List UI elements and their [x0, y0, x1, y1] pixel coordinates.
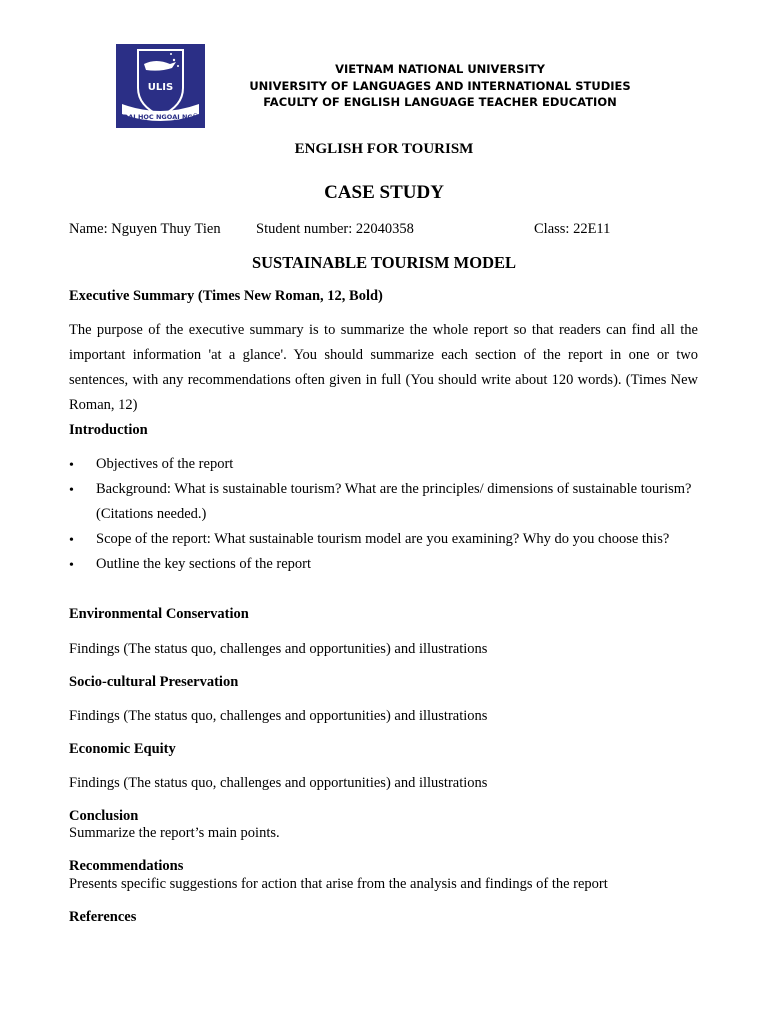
- references-heading: References: [69, 909, 137, 925]
- conclusion-heading: Conclusion: [69, 808, 139, 824]
- list-item: • Background: What is sustainable tourism? What are the principles/ dimensions of sustainable tourism? (Citations needed.): [69, 477, 709, 527]
- document-type: CASE STUDY: [324, 182, 444, 203]
- exec-summary-body: The purpose of the executive summary is to summarize the whole report so that readers can find all the important information 'at a glance'. You should summarize each section of the report in one or two sentences, with any recommendations often given in full (You should write about 120 words). (Times New Roman, 12): [69, 322, 698, 413]
- recommendations-body: Presents specific suggestions for action that arise from the analysis and findings of the report: [69, 876, 608, 892]
- economic-heading: Economic Equity: [69, 741, 176, 757]
- environmental-body: Findings (The status quo, challenges and opportunities) and illustrations: [69, 641, 488, 657]
- bullet-icon: •: [69, 483, 74, 498]
- university-logo: [116, 44, 205, 128]
- environmental-heading: Environmental Conservation: [69, 606, 249, 622]
- report-title: SUSTAINABLE TOURISM MODEL: [251, 253, 517, 272]
- recommendations-heading: Recommendations: [69, 858, 184, 874]
- university-header: [230, 61, 650, 111]
- header-line-1: VIETNAM NATIONAL UNIVERSITY: [335, 62, 545, 76]
- course-title: ENGLISH FOR TOURISM: [294, 141, 474, 157]
- logo-banner: ĐẠI HỌC NGOẠI NGỮ: [122, 113, 199, 121]
- sociocultural-body: Findings (The status quo, challenges and opportunities) and illustrations: [69, 708, 488, 724]
- introduction-list: [69, 452, 709, 577]
- sociocultural-heading: Socio-cultural Preservation: [69, 674, 239, 690]
- student-number: Student number: 22040358: [256, 221, 414, 237]
- bullet-icon: •: [69, 458, 74, 473]
- header-line-2: UNIVERSITY OF LANGUAGES AND INTERNATIONAL STUDIES: [249, 78, 631, 93]
- list-item: • Outline the key sections of the report: [69, 552, 709, 577]
- header-line-3: FACULTY OF ENGLISH LANGUAGE TEACHER EDUCATION: [263, 95, 617, 109]
- bullet-icon: •: [69, 533, 74, 548]
- bullet-icon: •: [69, 558, 74, 573]
- student-class: Class: 22E11: [534, 221, 611, 237]
- ulis-crest-icon: [116, 44, 205, 128]
- introduction-heading: Introduction: [69, 422, 148, 438]
- exec-summary-heading: Executive Summary (Times New Roman, 12, Bold): [69, 288, 383, 304]
- logo-text: ULIS: [147, 82, 174, 93]
- list-item: • Objectives of the report: [69, 452, 709, 477]
- list-item: • Scope of the report: What sustainable tourism model are you examining? Why do you choose this?: [69, 527, 709, 552]
- student-name: Name: Nguyen Thuy Tien: [69, 221, 221, 237]
- economic-body: Findings (The status quo, challenges and opportunities) and illustrations: [69, 775, 488, 791]
- conclusion-body: Summarize the report’s main points.: [69, 825, 280, 841]
